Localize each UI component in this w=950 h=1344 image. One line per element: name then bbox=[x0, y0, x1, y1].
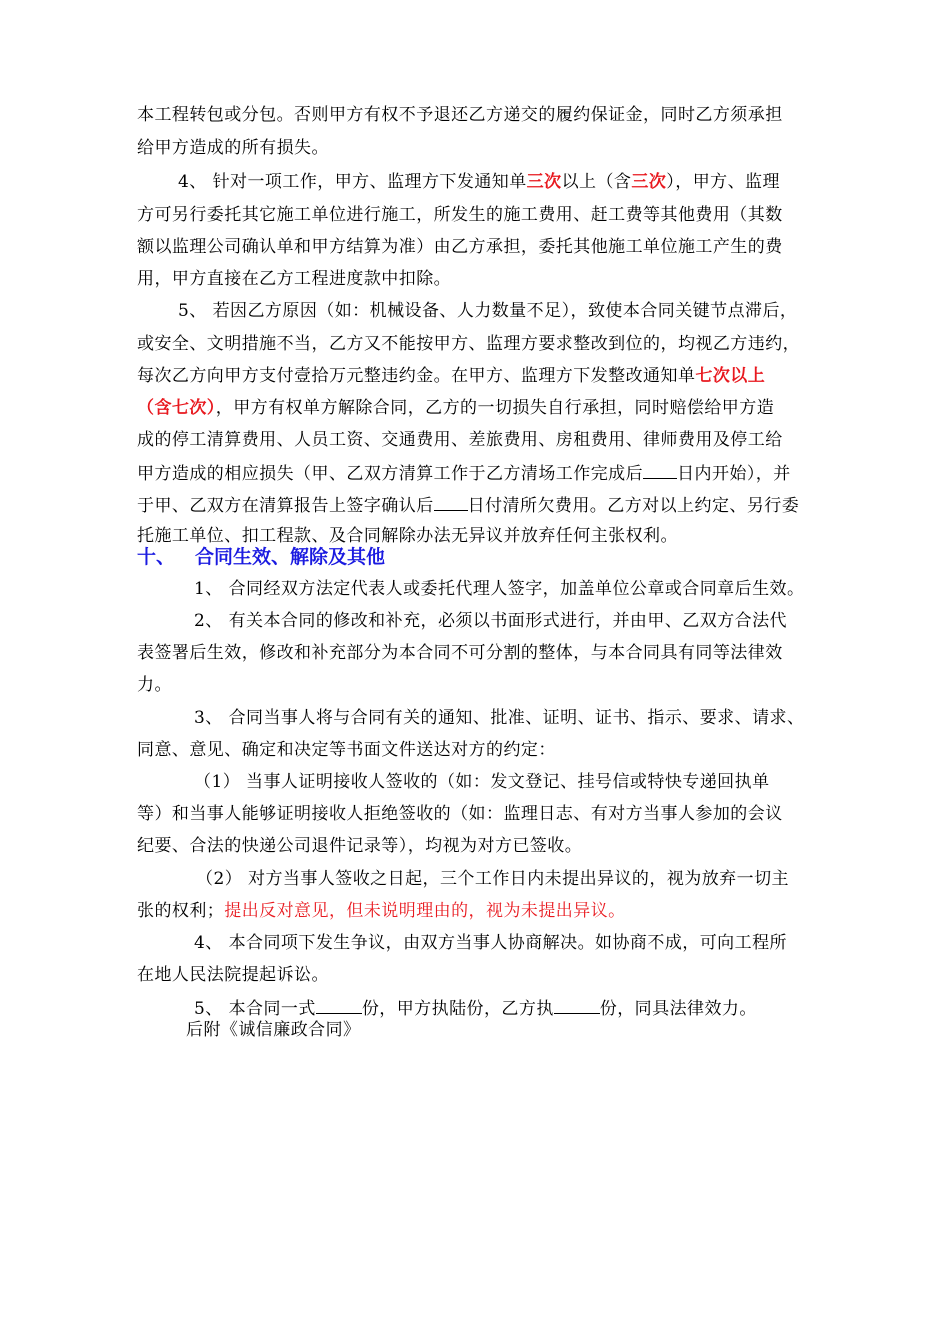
fill-in-blank bbox=[554, 996, 600, 1014]
appendix-note bbox=[186, 1019, 361, 1041]
body-line bbox=[137, 900, 626, 922]
clause-4-line bbox=[178, 171, 780, 193]
text-span: 等）和当事人能够证明接收人拒绝签收的（如：监理日志、有对方当事人参加的会议 bbox=[137, 804, 783, 824]
text-span: 份，同具法律效力。 bbox=[599, 999, 757, 1019]
body-line bbox=[137, 803, 783, 825]
text-span: ），甲方、监理 bbox=[666, 172, 780, 192]
body-line bbox=[137, 642, 783, 664]
text-span: 日内开始），并 bbox=[677, 464, 791, 484]
text-span: 力。 bbox=[137, 675, 172, 695]
text-span: 3、 合同当事人将与合同有关的通知、批准、证明、证书、指示、要求、请求、 bbox=[194, 708, 805, 728]
text-span: 2、 有关本合同的修改和补充，必须以书面形式进行，并由甲、乙双方合法代 bbox=[194, 611, 787, 631]
section-title: 合同生效、解除及其他 bbox=[195, 546, 386, 568]
fill-in-blank bbox=[434, 493, 468, 511]
text-span: 后附《诚信廉政合同》 bbox=[186, 1020, 361, 1040]
clause-line bbox=[194, 707, 804, 729]
section-number: 十、 bbox=[137, 546, 176, 568]
body-line bbox=[137, 104, 783, 126]
text-span: 同意、意见、确定和决定等书面文件送达对方的约定： bbox=[137, 740, 556, 760]
text-span: 4、 针对一项工作，甲方、监理方下发通知单 bbox=[178, 172, 527, 192]
text-span: 托施工单位、扣工程款、及合同解除办法无异议并放弃任何主张权利。 bbox=[137, 526, 678, 546]
text-span: 4、 本合同项下发生争议，由双方当事人协商解决。如协商不成，可向工程所 bbox=[194, 933, 787, 953]
text-span: 给甲方造成的所有损失。 bbox=[137, 138, 329, 158]
body-line bbox=[137, 137, 329, 159]
body-line bbox=[137, 204, 783, 226]
text-span: （1） 当事人证明接收人签收的（如：发文登记、挂号信或特快专递回执单 bbox=[194, 772, 770, 792]
fill-in-blank bbox=[316, 996, 362, 1014]
text-span: 甲方造成的相应损失（甲、乙双方清算工作于乙方清场工作完成后 bbox=[137, 464, 644, 484]
section-heading bbox=[137, 545, 385, 569]
text-span: 每次乙方向甲方支付壹拾万元整违约金。在甲方、监理方下发整改通知单 bbox=[137, 366, 696, 386]
body-line bbox=[137, 835, 582, 857]
clause-line bbox=[194, 610, 787, 632]
text-span: 份，甲方执陆份，乙方执 bbox=[361, 999, 554, 1019]
text-span: 或安全、文明措施不当，乙方又不能按甲方、监理方要求整改到位的，均视乙方违约， bbox=[137, 334, 801, 354]
body-line bbox=[137, 268, 451, 290]
body-line bbox=[137, 333, 800, 355]
clause-5-line bbox=[178, 300, 797, 322]
body-line bbox=[137, 397, 774, 419]
body-line bbox=[137, 674, 172, 696]
text-span: 于甲、乙双方在清算报告上签字确认后 bbox=[137, 496, 434, 516]
body-line bbox=[137, 493, 799, 517]
emphasis-red: 提出反对意见，但未说明理由的，视为未提出异议。 bbox=[224, 901, 626, 921]
text-span: 以上（含 bbox=[561, 172, 632, 192]
body-line bbox=[137, 739, 556, 761]
text-span: 方可另行委托其它施工单位进行施工，所发生的施工费用、赶工费等其他费用（其数 bbox=[137, 205, 783, 225]
clause-line bbox=[194, 996, 757, 1020]
body-line bbox=[137, 429, 783, 451]
text-span: 日付清所欠费用。乙方对以上约定、另行委 bbox=[467, 496, 800, 516]
text-span: 纪要、合法的快递公司退件记录等），均视为对方已签收。 bbox=[137, 836, 583, 856]
text-span: 张的权利； bbox=[137, 901, 225, 921]
emphasis-red: 三次 bbox=[631, 172, 667, 192]
emphasis-red: 三次 bbox=[526, 172, 562, 192]
emphasis-red: 七次以上 bbox=[695, 366, 766, 386]
body-line bbox=[137, 964, 329, 986]
text-span: 在地人民法院提起诉讼。 bbox=[137, 965, 329, 985]
text-span: 本工程转包或分包。否则甲方有权不予退还乙方递交的履约保证金，同时乙方须承担 bbox=[137, 105, 783, 125]
text-span: 5、 若因乙方原因（如：机械设备、人力数量不足），致使本合同关键节点滞后， bbox=[178, 301, 798, 321]
emphasis-red: （含七次） bbox=[137, 398, 216, 418]
text-span: 5、 本合同一式 bbox=[194, 999, 316, 1019]
body-line bbox=[137, 236, 783, 258]
text-span: （2） 对方当事人签收之日起，三个工作日内未提出异议的，视为放弃一切主 bbox=[196, 869, 789, 889]
fill-in-blank bbox=[643, 461, 677, 479]
text-span: 额以监理公司确认单和甲方结算为准）由乙方承担，委托其他施工单位施工产生的费 bbox=[137, 237, 783, 257]
text-span: 成的停工清算费用、人员工资、交通费用、差旅费用、房租费用、律师费用及停工给 bbox=[137, 430, 783, 450]
text-span: 1、 合同经双方法定代表人或委托代理人签字，加盖单位公章或合同章后生效。 bbox=[194, 579, 805, 599]
body-line bbox=[137, 525, 678, 547]
subclause-line bbox=[196, 868, 789, 890]
body-line bbox=[137, 461, 791, 485]
subclause-line bbox=[194, 771, 770, 793]
text-span: 用，甲方直接在乙方工程进度款中扣除。 bbox=[137, 269, 452, 289]
text-span: 表签署后生效，修改和补充部分为本合同不可分割的整体，与本合同具有同等法律效 bbox=[137, 643, 783, 663]
body-line bbox=[137, 365, 765, 387]
clause-line bbox=[194, 578, 804, 600]
text-span: ，甲方有权单方解除合同，乙方的一切损失自行承担，同时赔偿给甲方造 bbox=[215, 398, 775, 418]
clause-line bbox=[194, 932, 787, 954]
